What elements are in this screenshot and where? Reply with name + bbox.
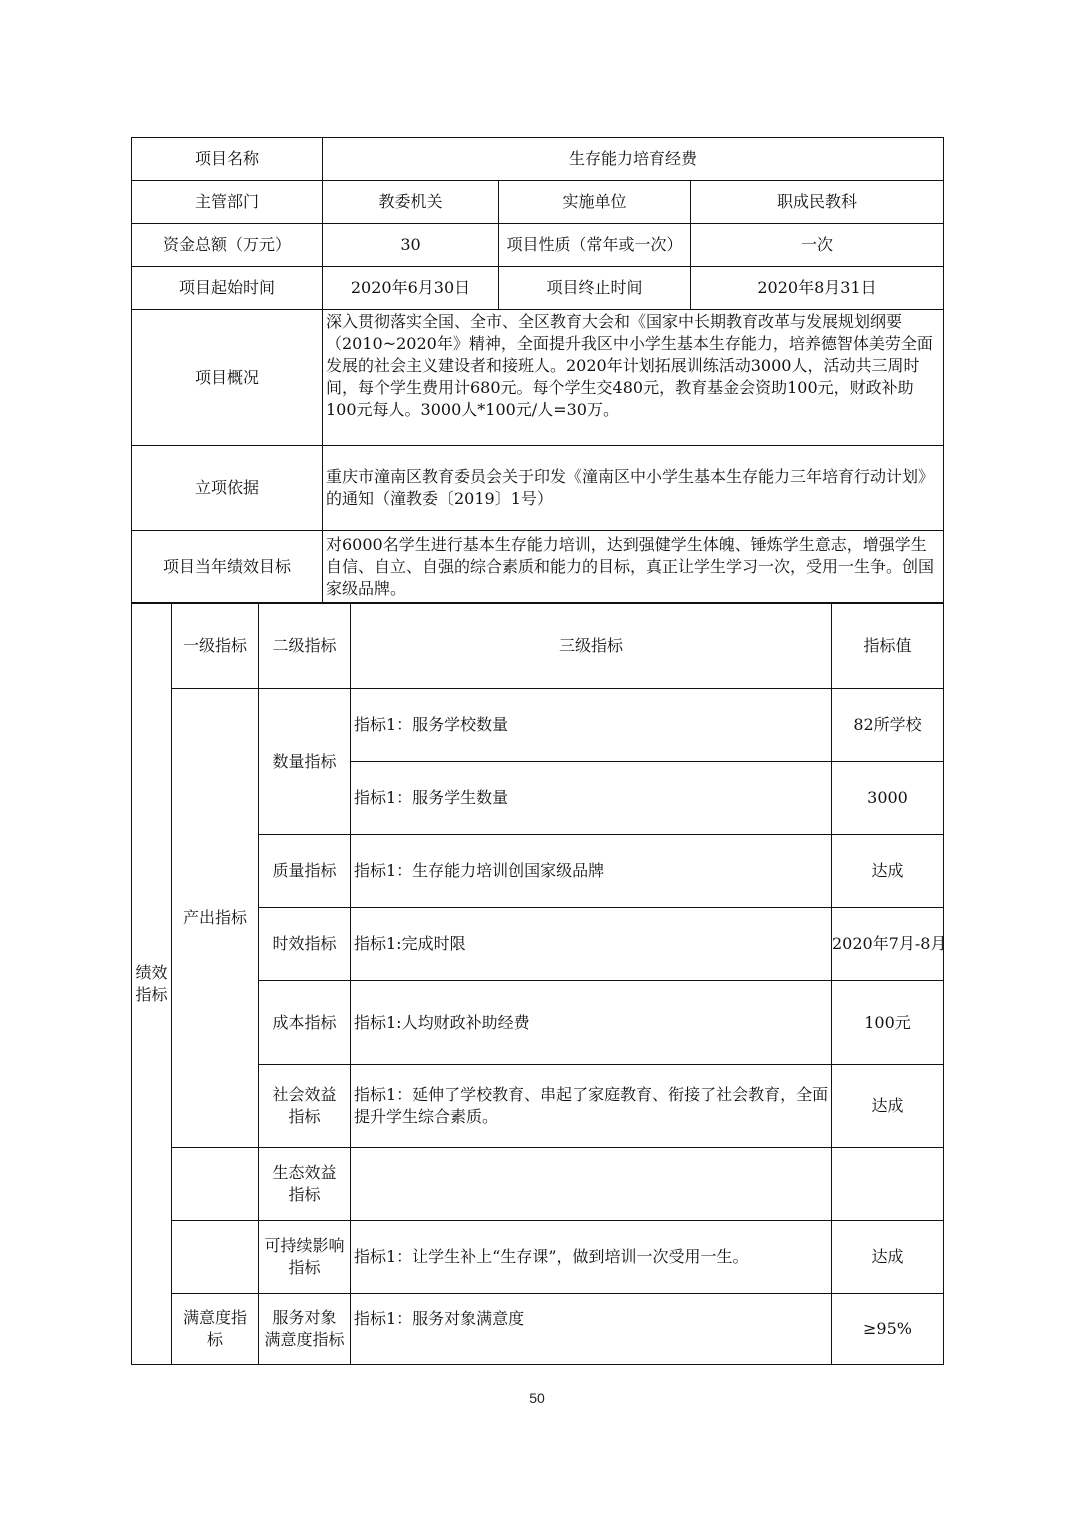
- eco-label: [259, 1148, 351, 1221]
- blank-level1-cell: [172, 1221, 259, 1294]
- social-indicator: 指标1：延伸了学校教育、串起了家庭教育、衔接了社会教育，全面提升学生综合素质。: [351, 1065, 832, 1148]
- project-name: 生存能力培育经费: [323, 138, 944, 181]
- table-row: [132, 1221, 944, 1294]
- header-value: 指标值: [832, 603, 944, 689]
- sustain-label-line1: 可持续影响: [264, 1236, 345, 1255]
- quality-label: 质量指标: [259, 835, 351, 908]
- project-name-label: 项目名称: [132, 138, 323, 181]
- basis-text: 重庆市潼南区教育委员会关于印发《潼南区中小学生基本生存能力三年培育行动计划》的通知（潼教委〔2019〕1号）: [323, 446, 944, 531]
- fund-label: 资金总额（万元）: [132, 224, 323, 267]
- table-row: [132, 446, 944, 531]
- time-label: 时效指标: [259, 908, 351, 981]
- quality-indicator: 指标1：生存能力培训创国家级品牌: [351, 835, 832, 908]
- table-row: [132, 138, 944, 181]
- basis-label: 立项依据: [132, 446, 323, 531]
- end-value: 2020年8月31日: [691, 267, 944, 310]
- quantity-value-1: 82所学校: [832, 689, 944, 762]
- table-row: [132, 1148, 944, 1221]
- dept-value: 教委机关: [323, 181, 499, 224]
- social-label-line1: 社会效益: [272, 1085, 337, 1104]
- fund-value: 30: [323, 224, 499, 267]
- quantity-indicator-2: 指标1：服务学生数量: [351, 762, 832, 835]
- table-row: [132, 310, 944, 446]
- eco-label-line2: 指标: [288, 1185, 321, 1204]
- sustain-label-line2: 指标: [288, 1258, 321, 1277]
- start-value: 2020年6月30日: [323, 267, 499, 310]
- nature-label: 项目性质（常年或一次）: [499, 224, 691, 267]
- social-value: 达成: [832, 1065, 944, 1148]
- cost-indicator: 指标1:人均财政补助经费: [351, 981, 832, 1065]
- sustain-label: [259, 1221, 351, 1294]
- project-info-table: [131, 137, 944, 604]
- header-level2: 二级指标: [259, 603, 351, 689]
- quantity-label: 数量指标: [259, 689, 351, 835]
- nature-value: 一次: [691, 224, 944, 267]
- goal-label: 项目当年绩效目标: [132, 531, 323, 604]
- social-label-line2: 指标: [288, 1107, 321, 1126]
- eco-label-line1: 生态效益: [272, 1163, 337, 1182]
- perf-label: [132, 603, 172, 1365]
- table-row: [132, 267, 944, 310]
- service-satisfaction-label: [259, 1294, 351, 1365]
- sustain-value: 达成: [832, 1221, 944, 1294]
- end-label: 项目终止时间: [499, 267, 691, 310]
- impl-label: 实施单位: [499, 181, 691, 224]
- service-satisfaction-line2: 满意度指标: [264, 1330, 345, 1349]
- quality-value: 达成: [832, 835, 944, 908]
- satisfaction-label: [172, 1294, 259, 1365]
- output-label: 产出指标: [172, 689, 259, 1148]
- page-number: 50: [529, 1390, 545, 1406]
- overview-label: 项目概况: [132, 310, 323, 446]
- eco-indicator: [351, 1148, 832, 1221]
- blank-level1-cell: [172, 1148, 259, 1221]
- header-level1: 一级指标: [172, 603, 259, 689]
- satisfaction-label-line1: 满意度指: [182, 1308, 247, 1327]
- satisfaction-value: ≥95%: [832, 1294, 944, 1365]
- cost-value: 100元: [832, 981, 944, 1065]
- quantity-indicator-1: 指标1：服务学校数量: [351, 689, 832, 762]
- performance-indicator-table: [131, 602, 947, 1365]
- dept-label: 主管部门: [132, 181, 323, 224]
- impl-value: 职成民教科: [691, 181, 944, 224]
- satisfaction-label-line2: 标: [206, 1330, 223, 1349]
- time-indicator: 指标1:完成时限: [351, 908, 832, 981]
- table-row: [132, 603, 944, 689]
- perf-label-line2: 指标: [135, 984, 168, 1004]
- sustain-indicator: 指标1：让学生补上“生存课”，做到培训一次受用一生。: [351, 1221, 832, 1294]
- social-label: [259, 1065, 351, 1148]
- overview-text: 深入贯彻落实全国、全市、全区教育大会和《国家中长期教育改革与发展规划纲要（2010~2020年》精神，全面提升我区中小学生基本生存能力，培养德智体美劳全面发展的社会主义建设者和接班人。2020年计划拓展训练活动3000人，活动共三周时间，每个学生费用计680元。每个学生交480元，教育基金会资助100元，财政补助100元每人。3000人*100元/人=30万。: [323, 310, 944, 446]
- table-row: [132, 531, 944, 604]
- quantity-value-2: 3000: [832, 762, 944, 835]
- eco-value: [832, 1148, 944, 1221]
- table-row: [132, 689, 944, 762]
- table-row: [132, 224, 944, 267]
- cost-label: 成本指标: [259, 981, 351, 1065]
- service-satisfaction-line1: 服务对象: [272, 1308, 337, 1327]
- table-row: [132, 1294, 944, 1365]
- goal-text: 对6000名学生进行基本生存能力培训，达到强健学生体魄、锤炼学生意志，增强学生自信、自立、自强的综合素质和能力的目标，真正让学生学习一次，受用一生争。创国家级品牌。: [323, 531, 944, 604]
- header-level3: 三级指标: [351, 603, 832, 689]
- start-label: 项目起始时间: [132, 267, 323, 310]
- table-row: [132, 181, 944, 224]
- satisfaction-indicator: 指标1：服务对象满意度: [351, 1294, 832, 1365]
- time-value: 2020年7月-8月: [832, 908, 944, 981]
- perf-label-line1: 绩效: [135, 962, 168, 982]
